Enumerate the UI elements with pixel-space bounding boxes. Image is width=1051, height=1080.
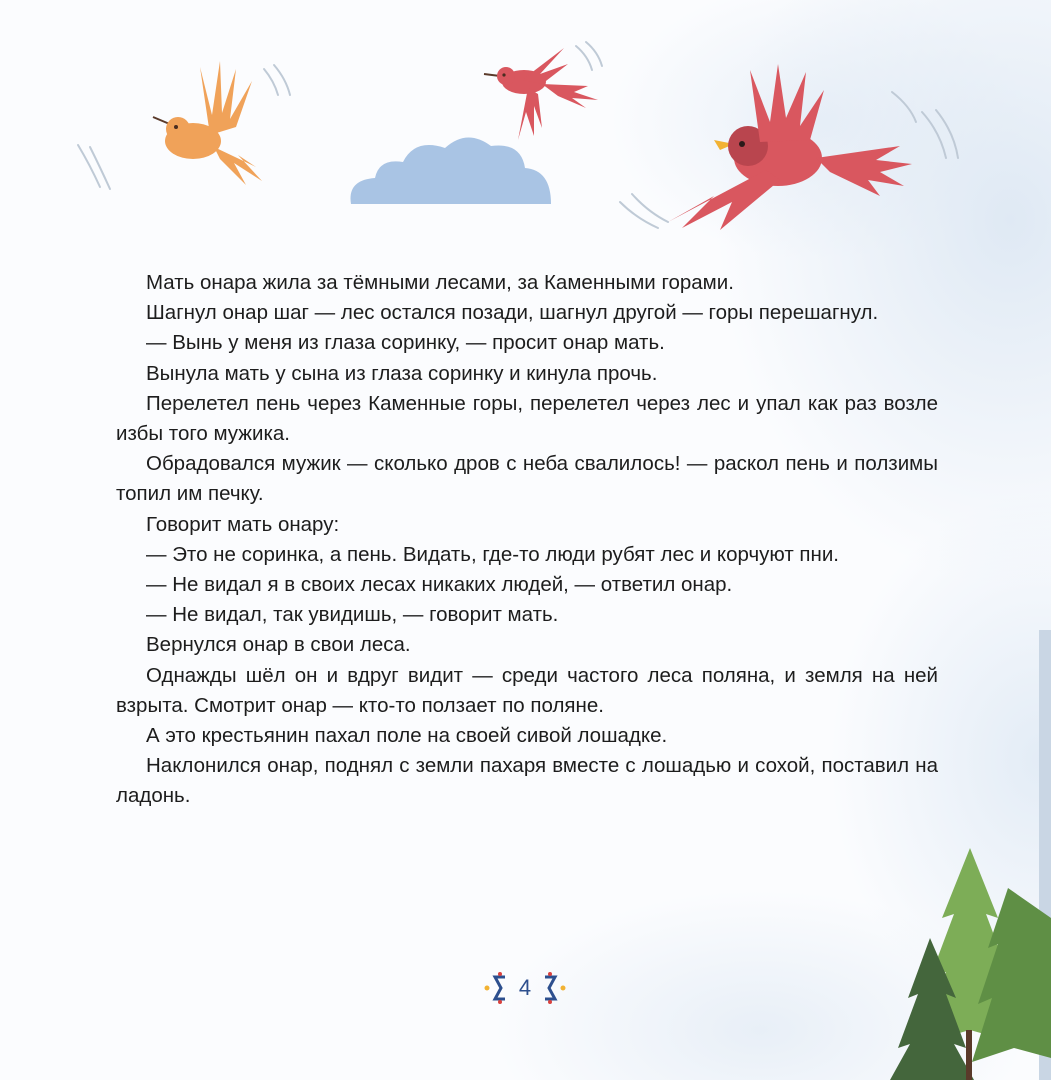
orange-bird-icon [60,55,300,205]
paragraph: Вернулся онар в свои леса. [146,633,411,657]
paragraph: Наклонился онар, поднял с земли пахаря вместе с лошадью и сохой, поставил на ладонь. [116,754,938,808]
paragraph: — Это не соринка, а пень. Видать, где-то люди рубят лес и корчуют пни. [146,542,839,566]
page-number-text: 4 [518,975,532,1000]
paragraph: — Не видал я в своих лесах никаких людей, — ответил онар. [146,573,733,597]
paragraph: Перелетел пень через Каменные горы, перелетел через лес и упал как раз возле избы того мужика. [116,391,938,446]
ornament-left-icon [483,971,509,1005]
large-red-bird-icon [610,62,990,232]
fir-trees-icon [890,848,1051,1080]
paragraph: Говорит мать онару: [146,512,340,536]
ornament-right-icon [541,971,567,1005]
paragraph: — Не видал, так увидишь, — говорит мать. [146,603,559,627]
paragraph: Однажды шёл он и вдруг видит — среди частого леса поляна, и земля на ней взрыта. Смотрит онар — кто-то ползает по поляне. [116,663,938,717]
cloud-icon [345,128,557,208]
paragraph: Вынула мать у сына из глаза соринку и кинула прочь. [146,361,658,385]
paragraph: Мать онара жила за тёмными лесами, за Каменными горами. [146,271,734,294]
page-number [470,968,580,1008]
paragraph: Обрадовался мужик — сколько дров с неба свалилось! — раскол пень и ползимы топил им печку. [116,452,938,506]
story-text [116,268,938,812]
paragraph: — Вынь у меня из глаза соринку, — просит онар мать. [146,331,665,355]
paragraph: Шагнул онар шаг — лес остался позади, шагнул другой — горы перешагнул. [146,301,879,325]
paragraph: А это крестьянин пахал поле на своей сивой лошадке. [146,724,668,748]
